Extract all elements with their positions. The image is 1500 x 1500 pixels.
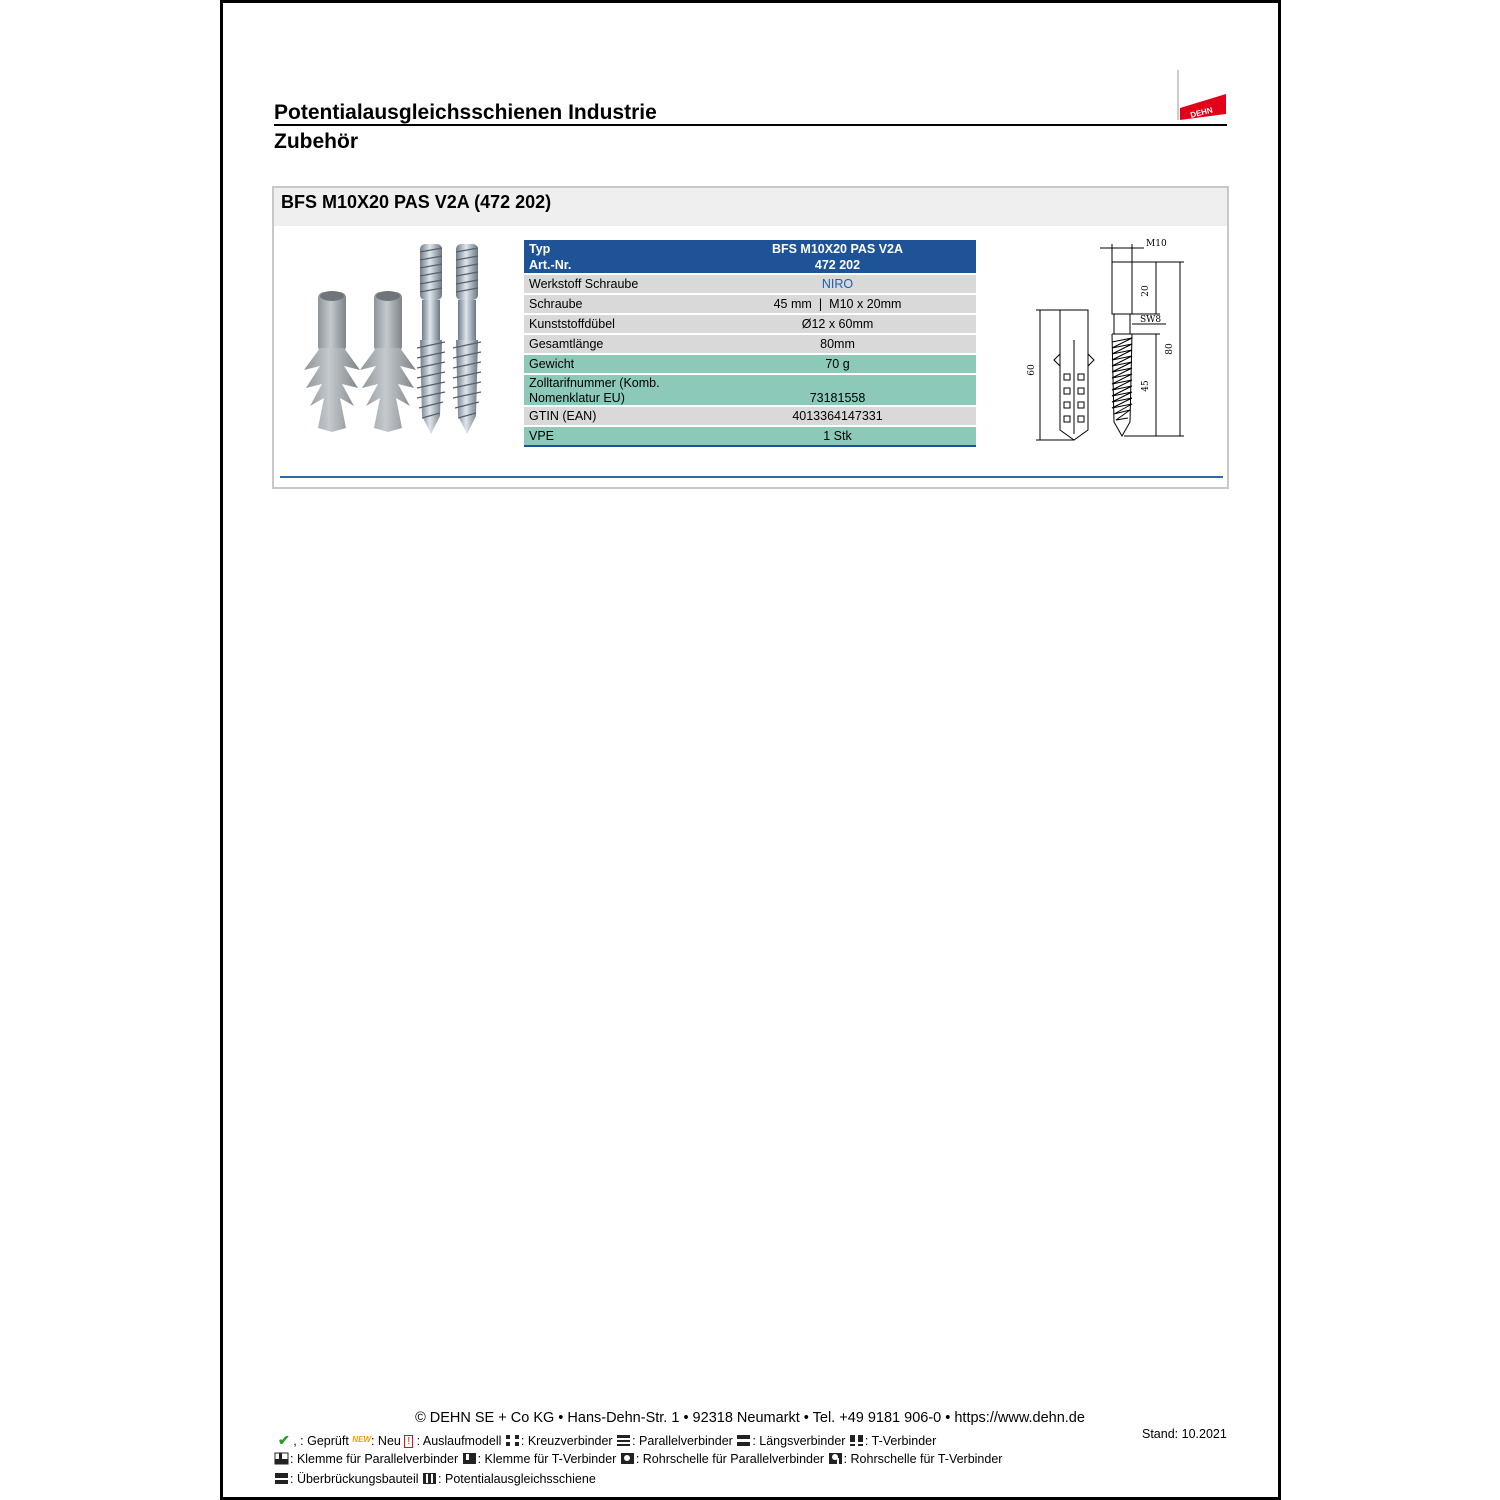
- typ-label: Typ: [524, 240, 699, 257]
- legend-neu: : Neu: [370, 1434, 401, 1448]
- table-row: [524, 374, 976, 406]
- row-label: GTIN (EAN): [524, 406, 699, 426]
- clamp-parallel-icon: [274, 1452, 289, 1465]
- legend-auslauf: : Auslaufmodell: [416, 1434, 502, 1448]
- row-value: 70 g: [699, 354, 976, 374]
- row-label: Schraube: [524, 294, 699, 314]
- check-icon: ✔: [278, 1432, 290, 1448]
- spec-table: [524, 240, 976, 447]
- table-header-row: [524, 257, 976, 274]
- table-row: [524, 294, 976, 314]
- longitudinal-connector-icon: [736, 1434, 751, 1447]
- table-row: [524, 334, 976, 354]
- legend-rohr-t: : Rohrschelle für T-Verbinder: [843, 1452, 1003, 1466]
- row-label: Werkstoff Schraube: [524, 274, 699, 294]
- pipe-clamp-t-icon: [828, 1452, 843, 1465]
- legend-rohr-parallel: : Rohrschelle für Parallelverbinder: [635, 1452, 825, 1466]
- dim-screw-length: 45: [1141, 380, 1151, 392]
- page-subtitle: Zubehör: [274, 130, 358, 153]
- product-card-divider: [280, 476, 1223, 478]
- legend-t: : T-Verbinder: [864, 1434, 937, 1448]
- product-heading: BFS M10X20 PAS V2A (472 202): [281, 192, 552, 212]
- technical-drawing: [1020, 234, 1190, 444]
- legend-klemme-parallel: : Klemme für Parallelverbinder: [290, 1452, 459, 1466]
- product-card-header: [274, 188, 1227, 226]
- legend-line: [274, 1432, 936, 1449]
- dim-dowel-length: 60: [1027, 364, 1037, 376]
- dim-thread-length: 20: [1141, 285, 1151, 297]
- legend-parallel: : Parallelverbinder: [632, 1434, 733, 1448]
- parallel-connector-icon: [616, 1434, 631, 1447]
- legend-bruck: : Überbrückungsbauteil: [290, 1472, 419, 1486]
- legend-klemme-t: : Klemme für T-Verbinder: [477, 1452, 617, 1466]
- page-title: Potentialausgleichsschienen Industrie: [274, 101, 657, 124]
- dim-thread: M10: [1146, 239, 1167, 249]
- row-value: 73181558: [699, 374, 976, 406]
- new-icon: NEW: [352, 1435, 371, 1444]
- dowel-image-1: [304, 291, 360, 432]
- table-row: [524, 314, 976, 334]
- row-value: Ø12 x 60mm: [699, 314, 976, 334]
- screw-image-2: [453, 244, 481, 434]
- dowel-image-2: [360, 291, 416, 432]
- legend-langs: : Längsverbinder: [752, 1434, 846, 1448]
- dim-total: 80: [1165, 343, 1175, 355]
- table-row: [524, 274, 976, 294]
- row-value: 1 Stk: [699, 426, 976, 446]
- legend-gepruft: , : Geprüft: [293, 1434, 349, 1448]
- art-value: 472 202: [699, 257, 976, 274]
- product-photo: [300, 238, 490, 438]
- row-label: Gewicht: [524, 354, 699, 374]
- table-row: [524, 354, 976, 374]
- row-value-link[interactable]: NIRO: [699, 274, 976, 294]
- typ-value: BFS M10X20 PAS V2A: [699, 240, 976, 257]
- row-label: VPE: [524, 426, 699, 446]
- table-row: [524, 426, 976, 446]
- row-label: Zolltarifnummer (Komb. Nomenklatur EU): [524, 374, 699, 406]
- svg-text:DEHN: DEHN: [1189, 105, 1214, 120]
- row-label: Gesamtlänge: [524, 334, 699, 354]
- legend-line: [274, 1452, 1002, 1466]
- art-label: Art.-Nr.: [524, 257, 699, 274]
- pipe-clamp-parallel-icon: [620, 1452, 635, 1465]
- dim-wrench: SW8: [1140, 315, 1162, 325]
- equipotential-bar-icon: [422, 1472, 437, 1485]
- footer-address: © DEHN SE + Co KG • Hans-Dehn-Str. 1 • 92318 Neumarkt • Tel. +49 9181 906-0 • https://www.dehn.de: [415, 1410, 1085, 1426]
- title-divider: [274, 124, 1227, 126]
- screw-image-1: [417, 244, 445, 434]
- legend-kreuz: : Kreuzverbinder: [520, 1434, 613, 1448]
- dehn-logo: [1176, 70, 1228, 122]
- discontinued-icon: !: [404, 1435, 413, 1448]
- row-value: 80mm: [699, 334, 976, 354]
- legend-line: [274, 1472, 596, 1486]
- row-value: 45 mm ❘ M10 x 20mm: [699, 294, 976, 314]
- clamp-t-icon: [462, 1452, 477, 1465]
- footer-stand: Stand: 10.2021: [1142, 1427, 1227, 1441]
- t-connector-icon: [849, 1434, 864, 1447]
- cross-connector-icon: [505, 1434, 520, 1447]
- row-label: Kunststoffdübel: [524, 314, 699, 334]
- bridging-component-icon: [274, 1472, 289, 1485]
- table-header-row: [524, 240, 976, 257]
- row-value: 4013364147331: [699, 406, 976, 426]
- table-row: [524, 406, 976, 426]
- legend-pas: : Potentialausgleichsschiene: [438, 1472, 596, 1486]
